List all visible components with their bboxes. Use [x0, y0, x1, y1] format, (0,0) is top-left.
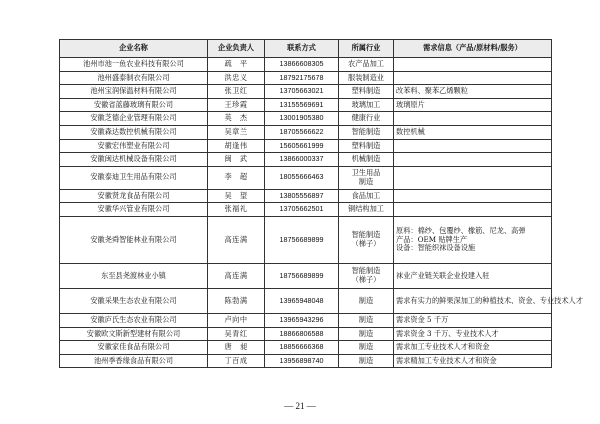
company-name-cell: 安徽森达数控机械有限公司: [60, 125, 208, 139]
contact-cell: 18055666463: [265, 166, 339, 189]
company-leader-cell: 胡逢伟: [208, 139, 265, 153]
industry-cell: 健康行业: [339, 112, 394, 126]
demand-info-cell: [394, 139, 552, 153]
company-leader-cell: 吴青红: [208, 327, 265, 341]
table-header-row: [60, 40, 552, 58]
company-leader-cell: 高连满: [208, 263, 265, 288]
industry-cell: 塑料制造: [339, 85, 394, 99]
demand-info-cell: [394, 71, 552, 85]
company-leader-cell: 李 超: [208, 166, 265, 189]
industry-cell: 制造: [339, 288, 394, 313]
company-name-cell: 安徽家佳食品有限公司: [60, 341, 208, 355]
demand-info-cell: 需求加工专业技术人才和资金: [394, 341, 552, 355]
industry-cell: 铜结构加工: [339, 203, 394, 217]
contact-cell: 18705566622: [265, 125, 339, 139]
enterprise-demand-table: [59, 39, 583, 368]
table-row: [60, 203, 552, 217]
company-leader-cell: 闽 武: [208, 153, 265, 167]
table-row: [60, 112, 552, 126]
industry-cell: 玻璃加工: [339, 98, 394, 112]
table-row: [60, 166, 552, 189]
table-row: [60, 288, 552, 313]
company-leader-cell: 丁百成: [208, 354, 265, 368]
header-company-name: 企业名称: [60, 40, 208, 58]
company-name-cell: 安徽宏伟塑业有限公司: [60, 139, 208, 153]
company-name-cell: 安徽尧舜智能林业有限公司: [60, 216, 208, 263]
table-row: [60, 263, 552, 288]
contact-cell: 18756689899: [265, 263, 339, 288]
table-row: [60, 216, 552, 263]
contact-cell: 18856666368: [265, 341, 339, 355]
industry-cell: 塑料制造: [339, 139, 394, 153]
industry-cell: 智能制造: [339, 125, 394, 139]
contact-cell: 13965943296: [265, 313, 339, 327]
demand-info-cell: [394, 153, 552, 167]
table-row: [60, 341, 552, 355]
industry-cell: 制造: [339, 354, 394, 368]
contact-cell: 18756689899: [265, 216, 339, 263]
table-row: [60, 71, 552, 85]
table-row: [60, 58, 552, 72]
contact-cell: 13001905380: [265, 112, 339, 126]
company-leader-cell: 疏 平: [208, 58, 265, 72]
table-row: [60, 125, 552, 139]
table-row: [60, 327, 552, 341]
demand-info-cell: [394, 112, 552, 126]
company-leader-cell: 张福礼: [208, 203, 265, 217]
industry-cell: 机械制造: [339, 153, 394, 167]
company-name-cell: 安徽采果生态农业有限公司: [60, 288, 208, 313]
demand-info-cell: 改苯料、聚苯乙烯颗粒: [394, 85, 552, 99]
demand-info-cell: 袜业产业链关联企业投建入驻: [394, 263, 552, 288]
company-leader-cell: 王珍霞: [208, 98, 265, 112]
demand-info-cell: [394, 58, 552, 72]
table-row: [60, 139, 552, 153]
table-row: [60, 85, 552, 99]
demand-info-cell: 需求资金 5 千万: [394, 313, 552, 327]
header-company-leader: 企业负责人: [208, 40, 265, 58]
demand-info-cell: 原料：棉纱、包覆纱、橡筋、尼龙、高弹 产品：OEM 贴牌生产 设备：智能织袜设备设施: [394, 216, 552, 263]
company-leader-cell: 唐 昶: [208, 341, 265, 355]
company-leader-cell: 英 杰: [208, 112, 265, 126]
company-name-cell: 安徽庐氏生态农业有限公司: [60, 313, 208, 327]
table-row: [60, 98, 552, 112]
contact-cell: 13805556897: [265, 189, 339, 203]
company-name-cell: 池州季香缘食品有限公司: [60, 354, 208, 368]
industry-cell: 农产品加工: [339, 58, 394, 72]
demand-info-cell: 数控机械: [394, 125, 552, 139]
company-leader-cell: 陈勃满: [208, 288, 265, 313]
contact-cell: 18792175678: [265, 71, 339, 85]
company-name-cell: 池州盛泰制衣有限公司: [60, 71, 208, 85]
demand-info-cell: [394, 166, 552, 189]
industry-cell: 智能制造 （梯子）: [339, 263, 394, 288]
industry-cell: 卫生用品 制造: [339, 166, 394, 189]
company-name-cell: 池州市池一鱼农业科技有限公司: [60, 58, 208, 72]
header-demand-info: 需求信息（产品/原材料/服务）: [394, 40, 552, 58]
demand-info-cell: [394, 189, 552, 203]
contact-cell: 13155569691: [265, 98, 339, 112]
table-row: [60, 313, 552, 327]
contact-cell: 13965948048: [265, 288, 339, 313]
industry-cell: 制造: [339, 313, 394, 327]
industry-cell: 制造: [339, 327, 394, 341]
table-row: [60, 354, 552, 368]
company-name-cell: 安徽泰迪卫生用品有限公司: [60, 166, 208, 189]
page-number: — 21 —: [284, 401, 316, 411]
company-leader-cell: 卢向中: [208, 313, 265, 327]
company-name-cell: 安徽华兴管业有限公司: [60, 203, 208, 217]
company-name-cell: 安徽贤龙食品有限公司: [60, 189, 208, 203]
contact-cell: 15605661999: [265, 139, 339, 153]
demand-info-cell: 需求精加工专业技术人才和资金: [394, 354, 552, 368]
header-contact: 联系方式: [265, 40, 339, 58]
contact-cell: 13866608305: [265, 58, 339, 72]
contact-cell: 13705662501: [265, 203, 339, 217]
company-leader-cell: 吴 望: [208, 189, 265, 203]
demand-info-cell: 需求有实力的鲜果深加工的种植技术、资金、专业技术人才: [394, 288, 552, 313]
company-leader-cell: 洪忠义: [208, 71, 265, 85]
company-name-cell: 安徽欧文斯新型建材有限公司: [60, 327, 208, 341]
demand-info-cell: [394, 203, 552, 217]
industry-cell: 食品加工: [339, 189, 394, 203]
industry-cell: 智能制造 （梯子）: [339, 216, 394, 263]
demand-info-cell: 玻璃原片: [394, 98, 552, 112]
contact-cell: 13956898740: [265, 354, 339, 368]
company-name-cell: 安徽芝德企业管理有限公司: [60, 112, 208, 126]
company-name-cell: 东至县尧渡林业小镇: [60, 263, 208, 288]
contact-cell: 18866806588: [265, 327, 339, 341]
header-industry: 所属行业: [339, 40, 394, 58]
company-leader-cell: 高连满: [208, 216, 265, 263]
company-leader-cell: 张卫红: [208, 85, 265, 99]
company-name-cell: 安徽闽达机械设备有限公司: [60, 153, 208, 167]
contact-cell: 13705663021: [265, 85, 339, 99]
table-row: [60, 153, 552, 167]
company-name-cell: 安徽省蓝藤玻璃有限公司: [60, 98, 208, 112]
contact-cell: 13866000337: [265, 153, 339, 167]
industry-cell: 制造: [339, 341, 394, 355]
demand-info-cell: 需求资金 3 千万、专业技术人才: [394, 327, 552, 341]
company-name-cell: 池州宝润保温材料有限公司: [60, 85, 208, 99]
table-row: [60, 189, 552, 203]
industry-cell: 服装制造业: [339, 71, 394, 85]
company-leader-cell: 吴章兰: [208, 125, 265, 139]
